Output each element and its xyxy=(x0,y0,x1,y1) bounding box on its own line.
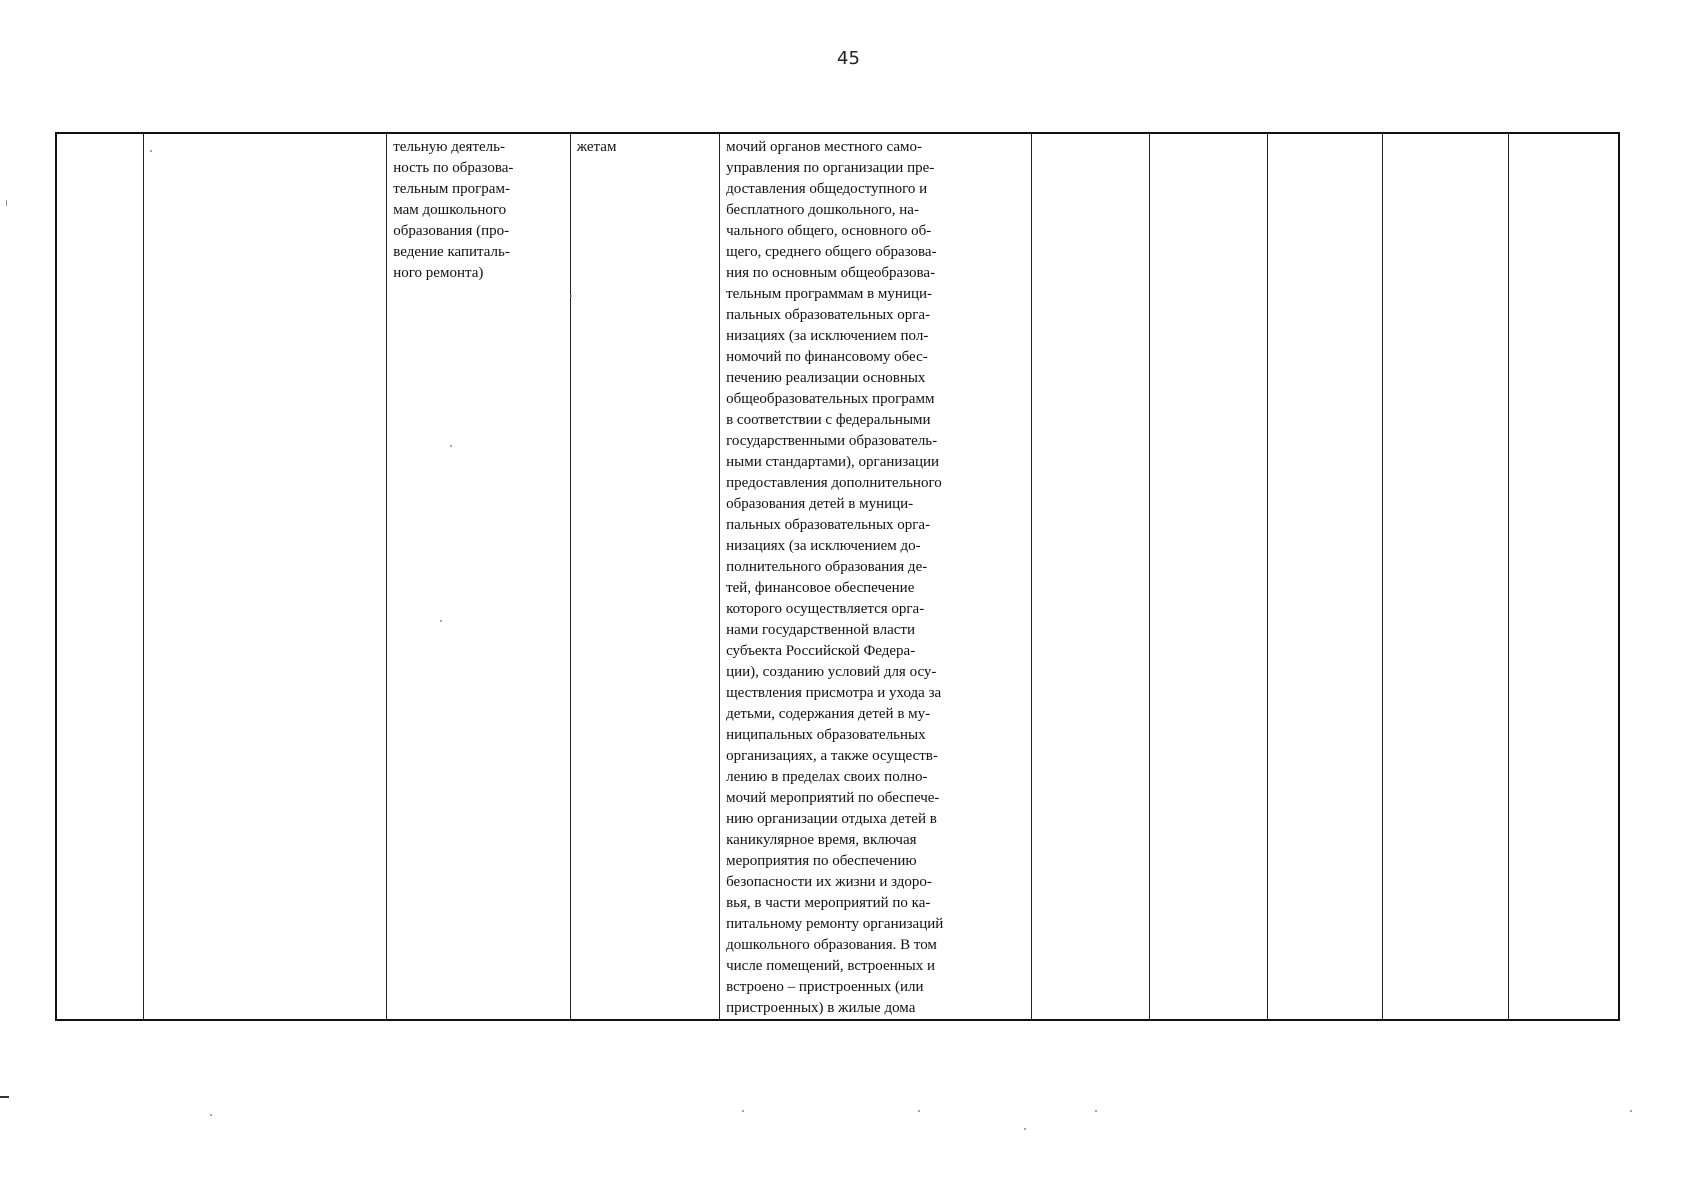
table-cell-8 xyxy=(1268,133,1382,1020)
table-cell-1 xyxy=(56,133,143,1020)
scan-speck xyxy=(1095,1110,1097,1112)
page-number: 45 xyxy=(837,48,860,69)
scan-speck xyxy=(742,1110,744,1112)
table-cell-7 xyxy=(1150,133,1268,1020)
scan-speck xyxy=(1630,1110,1632,1112)
table-cell-2 xyxy=(143,133,386,1020)
table-row xyxy=(56,133,1619,1020)
scan-speck xyxy=(440,620,442,622)
scan-speck xyxy=(450,445,452,447)
scan-speck xyxy=(1024,1128,1026,1130)
scan-speck xyxy=(150,150,152,152)
table-cell-4: жетам xyxy=(570,133,719,1020)
scan-speck xyxy=(570,295,572,297)
scan-speck xyxy=(6,200,7,206)
table-cell-6 xyxy=(1031,133,1149,1020)
scan-speck xyxy=(210,1114,212,1116)
table-cell-9 xyxy=(1382,133,1508,1020)
table-cell-10 xyxy=(1508,133,1619,1020)
table-cell-3: тельную деятель- ность по образова- тельным програм- мам дошкольного образования (про- ведение капиталь- ного ремонта) xyxy=(387,133,571,1020)
scan-mark xyxy=(0,1096,9,1098)
document-table xyxy=(55,132,1620,1021)
scan-speck xyxy=(918,1110,920,1112)
table-cell-5: мочий органов местного само- управления по организации пре- доставления общедоступного и бесплатного дошкольного, на- чального общего, основного об- щего, среднего общего образова- ния по основным общеобразова- тельным программам в муници- пальных образовательных орга- низациях (за исключением пол- номочий по финансовому обес- печению реализации основных общеобразовательных программ в соответствии с федеральными государственными образователь- ными стандартами), организации предоставления дополнительного образования детей в муници- пальных образовательных орга- низациях (за исключением до- полнительного образования де- тей, финансовое обеспечение которого осуществляется орга- нами государственной власти субъекта Российской Федера- ции), созданию условий для осу- ществления присмотра и ухода за детьми, содержания детей в му- ниципальных образовательных организациях, а также осуществ- лению в пределах своих полно- мочий мероприятий по обеспече- нию организации отдыха детей в каникулярное время, включая мероприятия по обеспечению безопасности их жизни и здоро- вья, в части мероприятий по ка- питальному ремонту организаций дошкольного образования. В том числе помещений, встроенных и встроено – пристроенных (или пристроенных) в жилые дома xyxy=(720,133,1032,1020)
